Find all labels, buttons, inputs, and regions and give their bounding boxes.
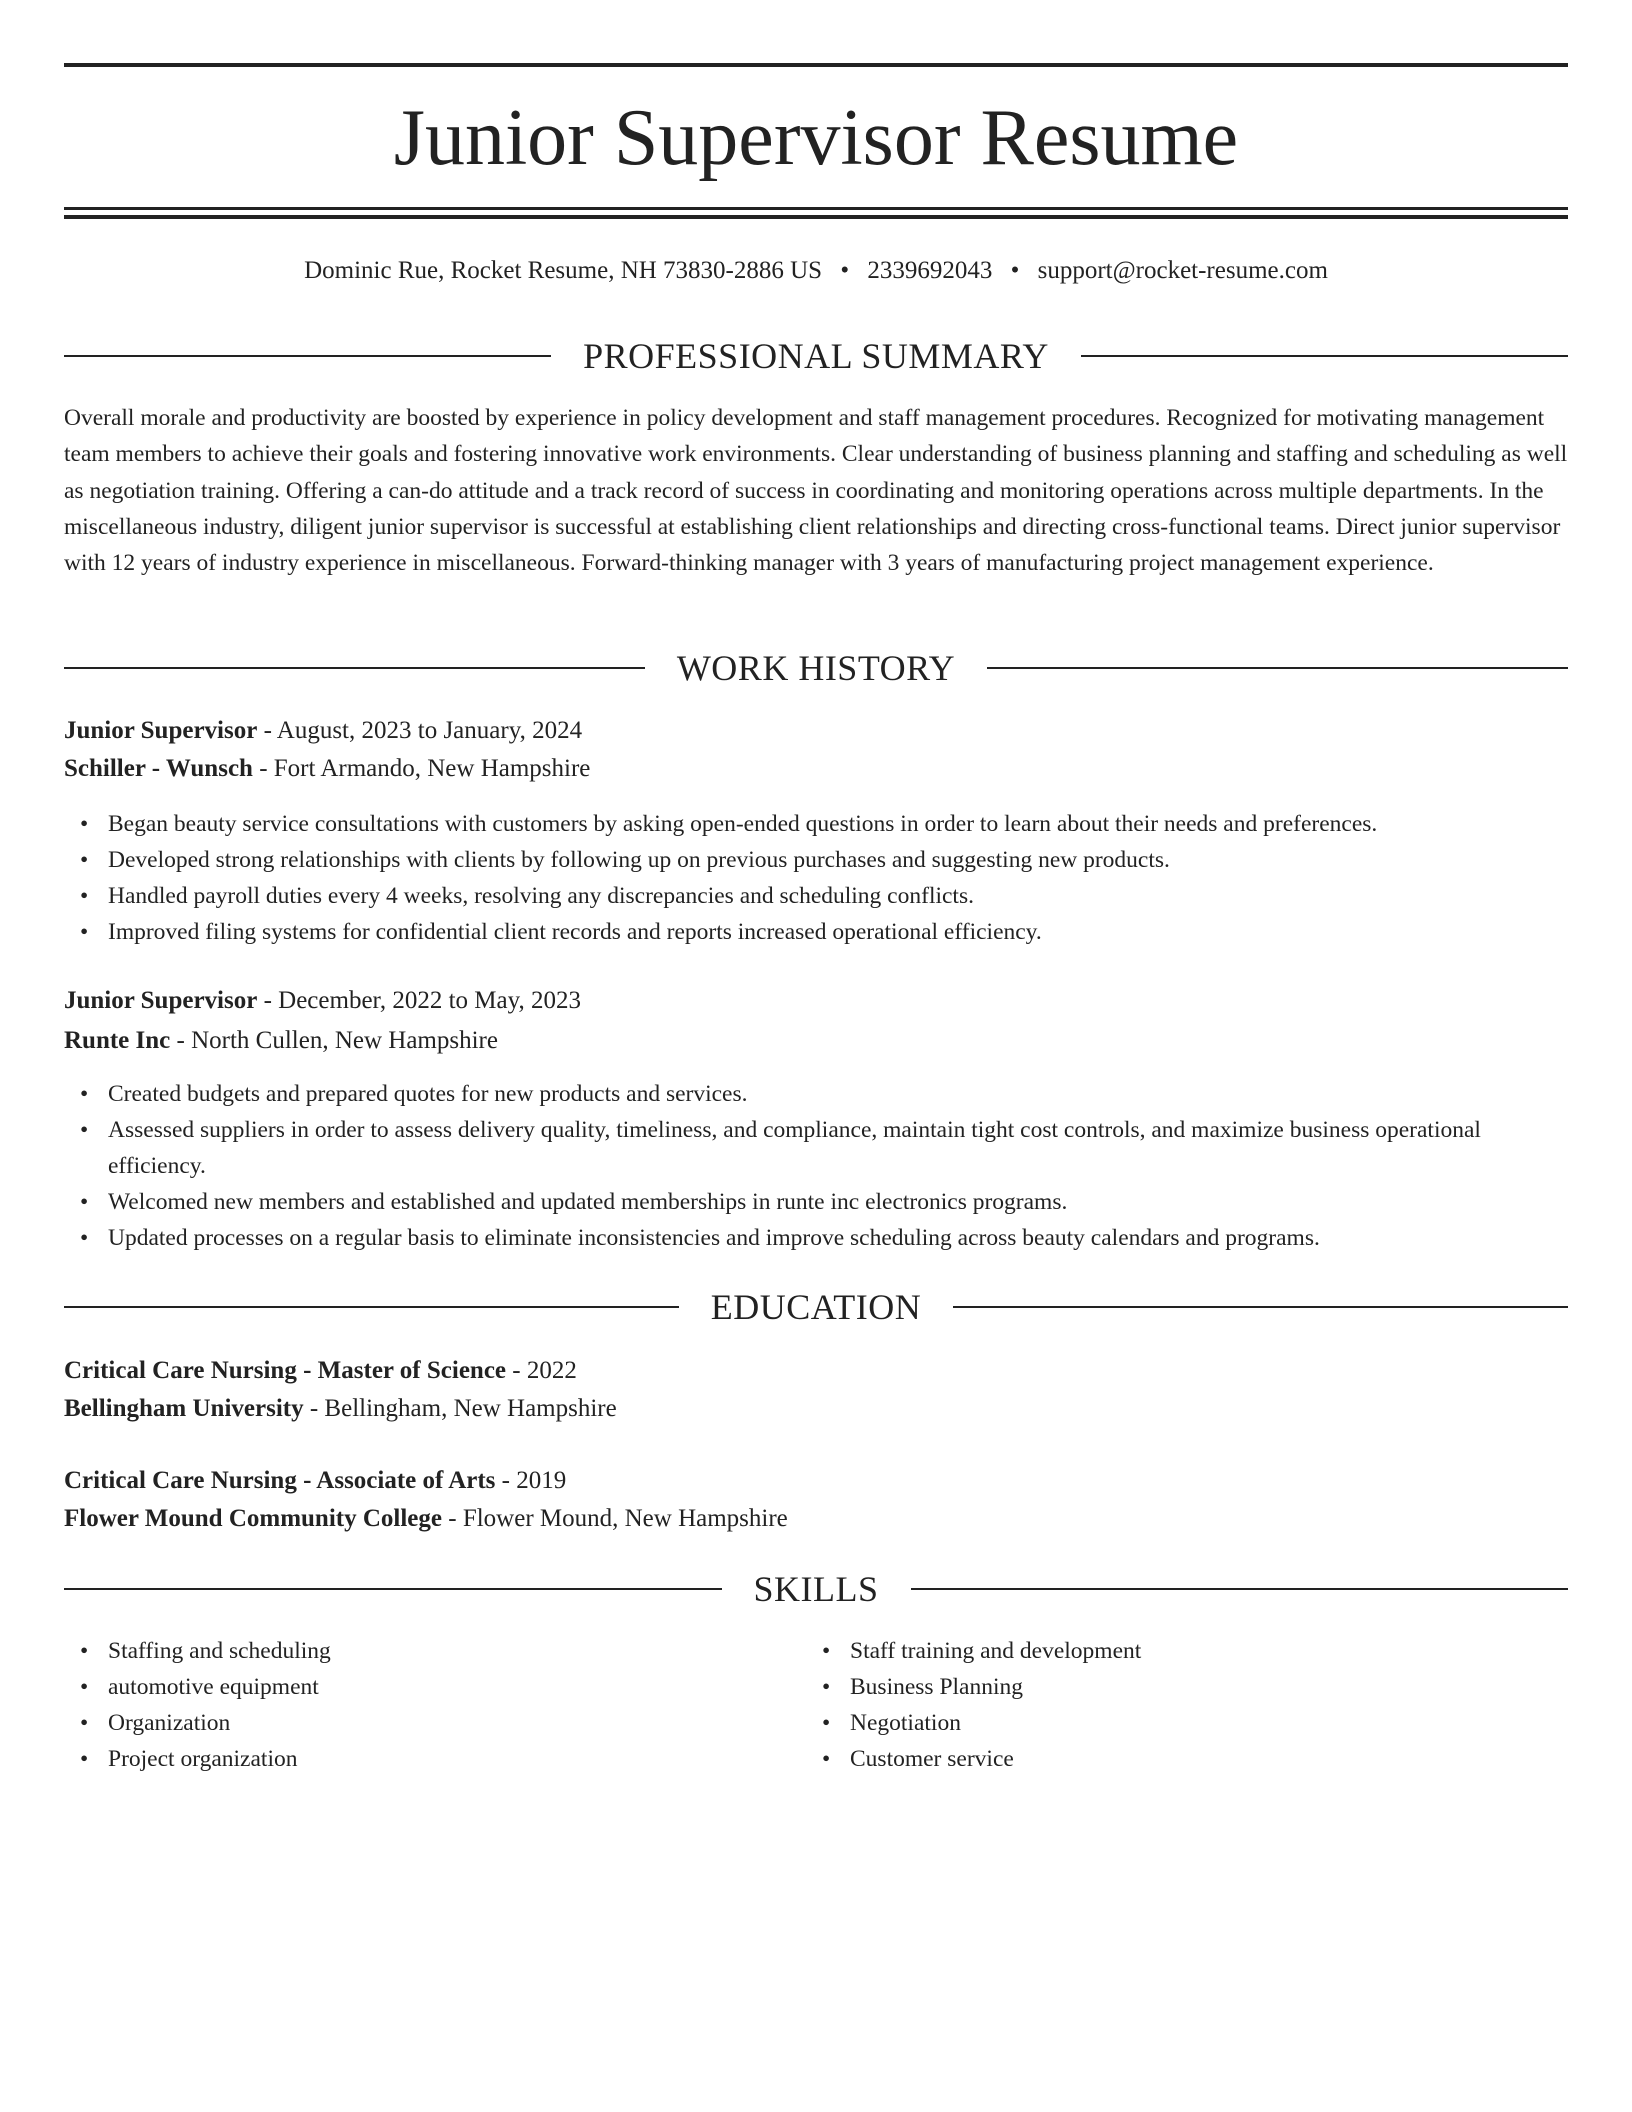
school: Bellingham University — [64, 1395, 304, 1422]
list-item: • Updated processes on a regular basis to eliminate inconsistencies and improve scheduling across beauty calendars and programs. — [64, 1220, 1568, 1256]
skill-item: • Staffing and scheduling — [64, 1633, 804, 1669]
top-rule — [64, 63, 1568, 67]
contact-line — [64, 253, 1568, 289]
school-location: - Bellingham, New Hampshire — [303, 1395, 617, 1422]
skill-item: • Staff training and development — [806, 1633, 1546, 1669]
contact-address: Dominic Rue, Rocket Resume, NH 73830-2886 US — [304, 257, 823, 284]
job-company: Runte Inc — [64, 1027, 171, 1054]
heading-rule-right — [953, 1306, 1568, 1308]
summary-heading-label: PROFESSIONAL SUMMARY — [583, 336, 1049, 376]
school: Flower Mound Community College — [64, 1505, 442, 1532]
job-title: Junior Supervisor — [64, 987, 258, 1014]
school-line — [64, 1391, 1568, 1427]
heading-rule-left — [64, 667, 645, 669]
heading-rule-right — [911, 1588, 1569, 1590]
title-rule-upper — [64, 207, 1568, 210]
school-location: - Flower Mound, New Hampshire — [442, 1505, 788, 1532]
education-heading — [64, 1285, 1568, 1329]
list-item: • Began beauty service consultations with customers by asking open-ended questions in order to learn about their needs and preferences. — [64, 806, 1568, 842]
job-title-line — [64, 713, 1568, 749]
title-rule-lower — [64, 215, 1568, 219]
school-line — [64, 1501, 1568, 1537]
degree-line — [64, 1353, 1568, 1389]
skills-list-right — [806, 1633, 1546, 1777]
job-company: Schiller - Wunsch — [64, 755, 253, 782]
list-item: • Welcomed new members and established and updated memberships in runte inc electronics programs. — [64, 1184, 1568, 1220]
skill-item: • automotive equipment — [64, 1669, 804, 1705]
resume-title: Junior Supervisor Resume — [393, 94, 1239, 182]
job-location: - North Cullen, New Hampshire — [170, 1027, 498, 1054]
job-location: - Fort Armando, New Hampshire — [252, 755, 591, 782]
job-duties-list — [64, 806, 1568, 950]
list-item: • Developed strong relationships with clients by following up on previous purchases and suggesting new products. — [64, 842, 1568, 878]
contact-separator: • — [1010, 257, 1020, 284]
heading-rule-left — [64, 1588, 722, 1590]
job-company-line — [64, 751, 1568, 787]
skill-item: • Customer service — [806, 1741, 1546, 1777]
skill-item: • Project organization — [64, 1741, 804, 1777]
skills-heading — [64, 1567, 1568, 1611]
job-company-line — [64, 1023, 1568, 1059]
list-item: • Improved filing systems for confidential client records and reports increased operational efficiency. — [64, 914, 1568, 950]
degree-year: - 2019 — [495, 1467, 567, 1494]
degree: Critical Care Nursing - Master of Science — [64, 1357, 507, 1384]
degree-year: - 2022 — [506, 1357, 577, 1384]
list-item: • Handled payroll duties every 4 weeks, resolving any discrepancies and scheduling conflicts. — [64, 878, 1568, 914]
skill-item: • Business Planning — [806, 1669, 1546, 1705]
job-duties-list — [64, 1076, 1568, 1256]
job-dates: - December, 2022 to May, 2023 — [257, 987, 582, 1014]
skills-heading-label: SKILLS — [753, 1569, 879, 1609]
summary-heading — [64, 334, 1568, 378]
summary-text: Overall morale and productivity are boosted by experience in policy development and staff management procedures. Recognized for motivating management team members to achieve their goals and fostering innovative work environments. Clear understanding of business planning and staffing and scheduling as well as negotiation training. Offering a can-do attitude and a track record of success in coordinating and monitoring operations across multiple departments. In the miscellaneous industry, diligent junior supervisor is successful at establishing client relationships and directing cross-functional teams. Direct junior supervisor with 12 years of industry experience in miscellaneous. Forward-thinking manager with 3 years of manufacturing project management experience. — [64, 405, 1568, 577]
contact-phone: 2339692043 — [867, 257, 993, 284]
education-heading-label: EDUCATION — [710, 1287, 922, 1327]
job-title: Junior Supervisor — [64, 717, 258, 744]
heading-rule-right — [1081, 355, 1568, 357]
degree: Critical Care Nursing - Associate of Arts — [64, 1467, 496, 1494]
degree-line — [64, 1463, 1568, 1499]
job-title-line — [64, 983, 1568, 1019]
skill-item: • Organization — [64, 1705, 804, 1741]
job-dates: - August, 2023 to January, 2024 — [257, 717, 583, 744]
heading-rule-left — [64, 1306, 679, 1308]
work-history-heading-label: WORK HISTORY — [676, 648, 956, 688]
heading-rule-left — [64, 355, 551, 357]
heading-rule-right — [987, 667, 1568, 669]
list-item: • Assessed suppliers in order to assess delivery quality, timeliness, and compliance, maintain tight cost controls, and maximize business operational efficiency. — [64, 1112, 1568, 1184]
work-history-heading — [64, 646, 1568, 690]
skill-item: • Negotiation — [806, 1705, 1546, 1741]
contact-separator: • — [840, 257, 850, 284]
skills-list-left — [64, 1633, 804, 1777]
list-item: • Created budgets and prepared quotes for new products and services. — [64, 1076, 1568, 1112]
contact-email: support@rocket-resume.com — [1037, 257, 1328, 284]
